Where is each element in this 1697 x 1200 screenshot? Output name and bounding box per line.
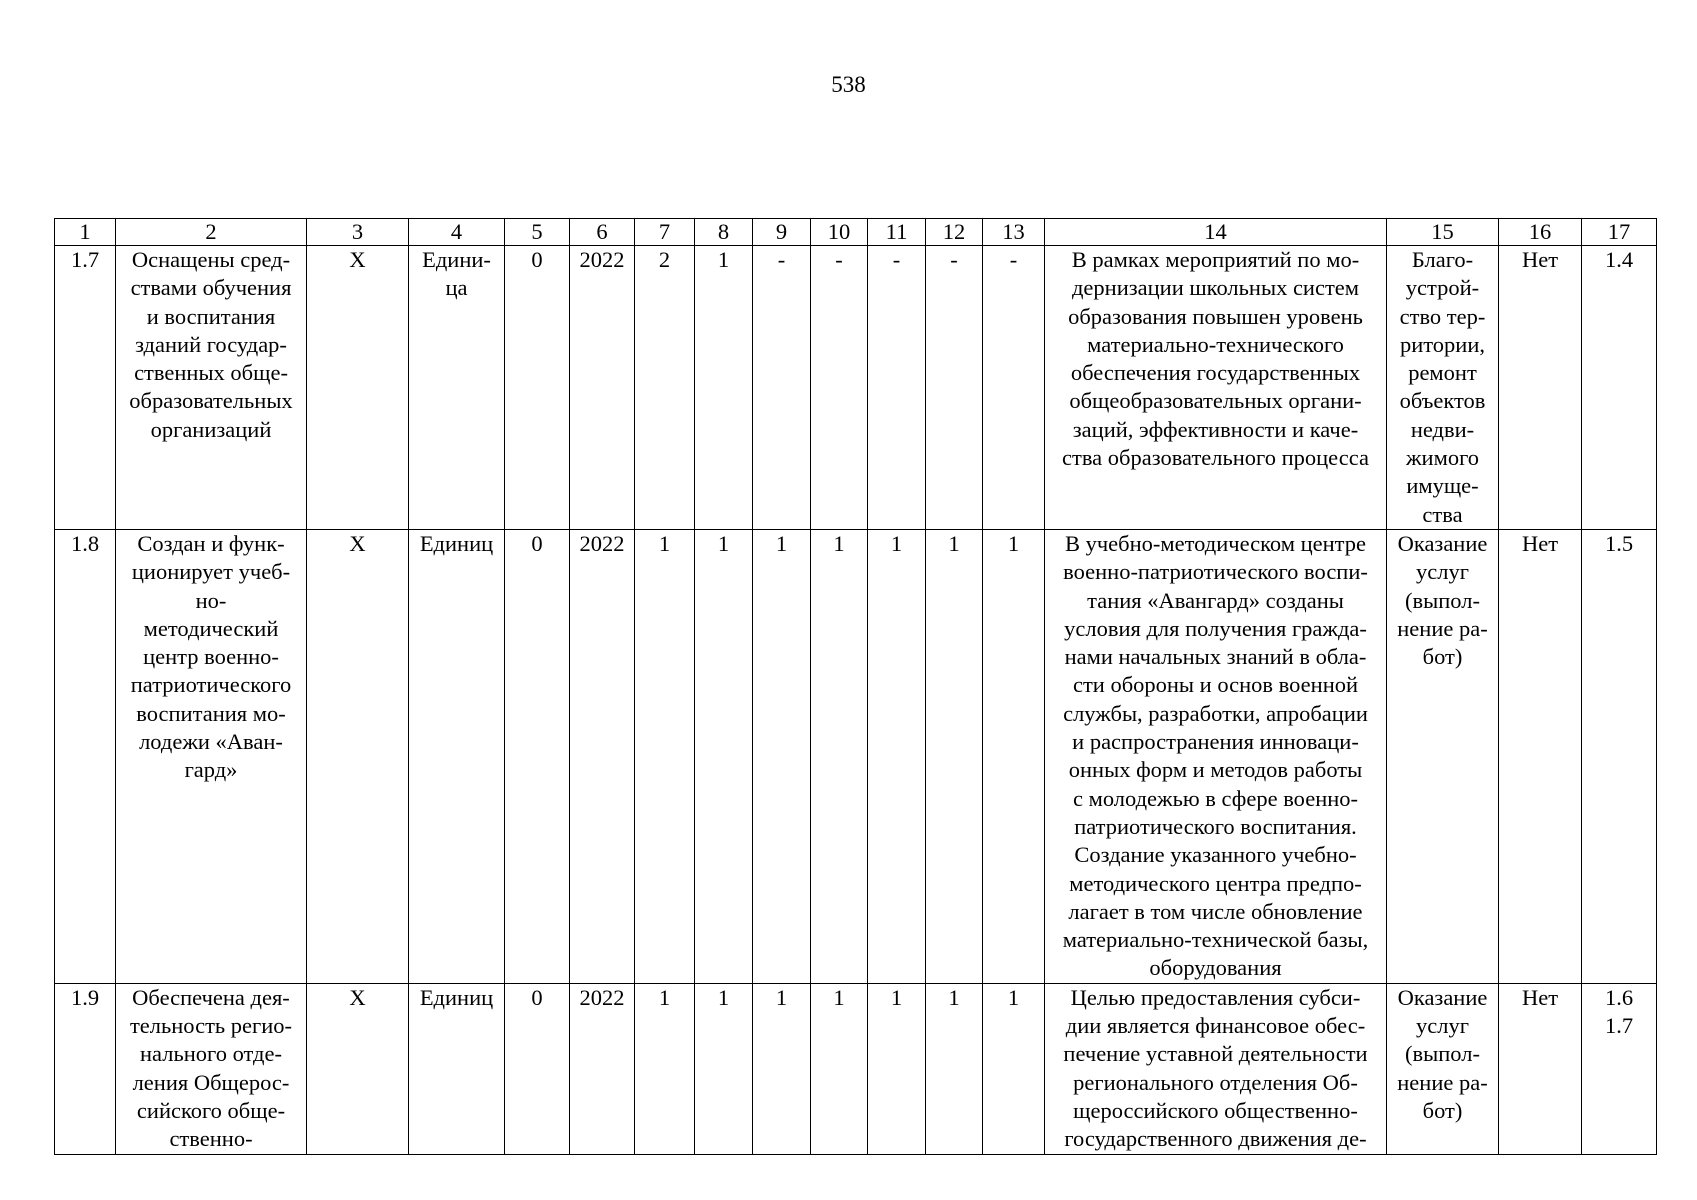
cell-description [1045, 246, 1387, 530]
cell-value-col-8: 1 [695, 983, 753, 1154]
cell-type [1387, 246, 1499, 530]
cell-line: услуг [1416, 559, 1469, 585]
cell-line: ционирует учеб- [131, 559, 291, 585]
cell-line: Создан и функ- [137, 530, 285, 556]
cell-unit [409, 246, 505, 530]
cell-line: ремонт [1408, 360, 1477, 386]
cell-line: воспитания мо- [136, 700, 286, 726]
cell-line: (выпол- [1405, 587, 1480, 613]
header-cell: 16 [1499, 219, 1582, 246]
cell-value-col-12: - [926, 246, 983, 530]
header-cell: 10 [811, 219, 868, 246]
cell-indicator-name [116, 246, 307, 530]
cell-flag: Нет [1499, 983, 1582, 1154]
cell-line: оборудования [1149, 955, 1282, 981]
cell-type [1387, 983, 1499, 1154]
cell-line: зданий государ- [135, 331, 287, 357]
cell-value-col-9: 1 [753, 983, 811, 1154]
table-row [55, 246, 1657, 530]
cell-line: обеспечения государственных [1070, 360, 1361, 386]
cell-base-value: 0 [505, 529, 570, 983]
cell-line: ства образовательного процесса [1062, 445, 1369, 471]
cell-line: ственно- [169, 1126, 253, 1152]
header-cell: 5 [505, 219, 570, 246]
cell-line: сти обороны и основ военной [1072, 672, 1359, 698]
cell-line: сийского обще- [136, 1097, 286, 1123]
cell-indicator-name [116, 529, 307, 983]
cell-line: методический [143, 615, 279, 641]
cell-flag: Нет [1499, 529, 1582, 983]
cell-value-col-13: 1 [983, 983, 1045, 1154]
cell-value-col-12: 1 [926, 529, 983, 983]
header-cell: 17 [1582, 219, 1657, 246]
cell-line: жимого [1406, 445, 1479, 471]
cell-line: Оказание [1397, 984, 1488, 1010]
cell-value-col-10: - [811, 246, 868, 530]
cell-line: имуще- [1406, 473, 1479, 499]
cell-line: нами начальных знаний в обла- [1064, 644, 1367, 670]
cell-line: гард» [184, 757, 238, 783]
cell-value-col-11: 1 [868, 983, 926, 1154]
cell-value-col-10: 1 [811, 529, 868, 983]
cell-line: бот) [1422, 1097, 1463, 1123]
cell-line: с молодежью в сфере военно- [1072, 785, 1359, 811]
cell-line: дии является финансовое обес- [1065, 1013, 1366, 1039]
cell-line: центр военно- [143, 644, 279, 670]
cell-line: 1.7 [1604, 1013, 1634, 1039]
table-row [55, 529, 1657, 983]
cell-value-col-7: 1 [635, 529, 695, 983]
cell-line: образования повышен уровень [1068, 303, 1363, 329]
cell-line: условия для получения гражда- [1064, 615, 1367, 641]
table-row [55, 983, 1657, 1154]
cell-value-col-7: 2 [635, 246, 695, 530]
header-cell: 3 [307, 219, 409, 246]
cell-value-col-13: - [983, 246, 1045, 530]
cell-value-col-7: 1 [635, 983, 695, 1154]
cell-line: материально-технического [1087, 331, 1344, 357]
cell-description [1045, 529, 1387, 983]
header-cell: 6 [570, 219, 635, 246]
cell-line: онных форм и методов работы [1068, 757, 1363, 783]
cell-line: ритории, [1399, 331, 1486, 357]
cell-line: ца [445, 275, 468, 301]
cell-line: Обеспечена дея- [132, 984, 290, 1010]
cell-line: и распространения инноваци- [1072, 729, 1359, 755]
cell-line: Оснащены сред- [131, 247, 291, 272]
cell-related-indicators [1582, 529, 1657, 983]
cell-line: 1.4 [1604, 247, 1634, 272]
cell-line: В учебно-методическом центре [1064, 530, 1366, 556]
cell-description [1045, 983, 1387, 1154]
cell-line: Целью предоставления субси- [1070, 984, 1361, 1010]
cell-value-col-9: 1 [753, 529, 811, 983]
cell-line: услуг [1416, 1013, 1469, 1039]
cell-line: Создание указанного учебно- [1074, 842, 1357, 868]
cell-value-col-11: 1 [868, 529, 926, 983]
header-cell: 1 [55, 219, 116, 246]
cell-line: Единиц [419, 530, 494, 556]
cell-line: нение ра- [1397, 615, 1488, 641]
page-number: 538 [831, 72, 866, 97]
cell-line: организаций [150, 416, 272, 442]
cell-row-number: 1.9 [55, 983, 116, 1154]
cell-line: заций, эффективности и каче- [1072, 416, 1359, 442]
cell-base-year: 2022 [570, 983, 635, 1154]
cell-line: регионального отделения Об- [1073, 1069, 1358, 1095]
header-cell: 15 [1387, 219, 1499, 246]
cell-value-col-12: 1 [926, 983, 983, 1154]
cell-line: Благо- [1411, 247, 1474, 272]
header-cell: 12 [926, 219, 983, 246]
cell-line: и воспитания [146, 303, 276, 329]
cell-col-3-mark: Х [307, 246, 409, 530]
cell-line: но- [195, 587, 227, 613]
cell-base-value: 0 [505, 983, 570, 1154]
cell-line: щероссийского общественно- [1073, 1097, 1358, 1123]
cell-indicator-name [116, 983, 307, 1154]
cell-line: Едини- [422, 247, 491, 272]
cell-line: 1.6 [1604, 984, 1634, 1010]
cell-line: бот) [1422, 644, 1463, 670]
cell-col-3-mark: Х [307, 983, 409, 1154]
cell-line: нение ра- [1397, 1069, 1488, 1095]
cell-line: тания «Авангард» созданы [1087, 587, 1344, 613]
cell-related-indicators [1582, 983, 1657, 1154]
cell-line: Оказание [1397, 530, 1488, 556]
cell-line: ство тер- [1399, 303, 1486, 329]
cell-line: недви- [1410, 416, 1475, 442]
cell-value-col-8: 1 [695, 529, 753, 983]
cell-value-col-13: 1 [983, 529, 1045, 983]
header-cell: 9 [753, 219, 811, 246]
cell-col-3-mark: Х [307, 529, 409, 983]
cell-line: печение уставной деятельности [1063, 1041, 1368, 1067]
cell-line: ствами обучения [130, 275, 292, 301]
header-cell: 2 [116, 219, 307, 246]
cell-base-year: 2022 [570, 529, 635, 983]
cell-line: патриотического воспитания. [1074, 813, 1357, 839]
cell-line: нального отде- [140, 1041, 282, 1067]
cell-line: военно-патриотического воспи- [1063, 559, 1368, 585]
cell-line: В рамках мероприятий по мо- [1071, 247, 1360, 272]
table-header-row [55, 219, 1657, 246]
header-cell: 7 [635, 219, 695, 246]
table-body [55, 219, 1657, 1155]
indicators-table [54, 218, 1657, 1155]
cell-row-number: 1.7 [55, 246, 116, 530]
cell-flag: Нет [1499, 246, 1582, 530]
cell-related-indicators [1582, 246, 1657, 530]
cell-line: лодежи «Аван- [139, 729, 283, 755]
cell-line: службы, разработки, апробации [1063, 700, 1368, 726]
cell-line: лагает в том числе обновление [1068, 898, 1363, 924]
cell-line: государственного движения де- [1064, 1126, 1367, 1152]
cell-line: 1.5 [1604, 530, 1634, 556]
header-cell: 14 [1045, 219, 1387, 246]
cell-base-year: 2022 [570, 246, 635, 530]
cell-unit [409, 983, 505, 1154]
cell-line: устрой- [1405, 275, 1480, 301]
cell-line: ства [1422, 501, 1463, 527]
cell-line: патриотического [130, 672, 292, 698]
cell-line: ления Общерос- [132, 1069, 290, 1095]
cell-value-col-11: - [868, 246, 926, 530]
cell-line: (выпол- [1405, 1041, 1480, 1067]
cell-unit [409, 529, 505, 983]
header-cell: 8 [695, 219, 753, 246]
cell-value-col-8: 1 [695, 246, 753, 530]
cell-line: общеобразовательных органи- [1069, 388, 1362, 414]
cell-line: дернизации школьных систем [1071, 275, 1360, 301]
cell-line: ственных обще- [134, 360, 288, 386]
cell-base-value: 0 [505, 246, 570, 530]
cell-line: материально-технической базы, [1062, 927, 1369, 953]
cell-type [1387, 529, 1499, 983]
header-cell: 11 [868, 219, 926, 246]
header-cell: 4 [409, 219, 505, 246]
cell-row-number: 1.8 [55, 529, 116, 983]
cell-value-col-9: - [753, 246, 811, 530]
header-cell: 13 [983, 219, 1045, 246]
cell-line: методического центра предпо- [1069, 870, 1362, 896]
cell-value-col-10: 1 [811, 983, 868, 1154]
cell-line: объектов [1399, 388, 1486, 414]
cell-line: образовательных [129, 388, 293, 414]
cell-line: Единиц [419, 984, 494, 1010]
cell-line: тельность регио- [129, 1013, 293, 1039]
